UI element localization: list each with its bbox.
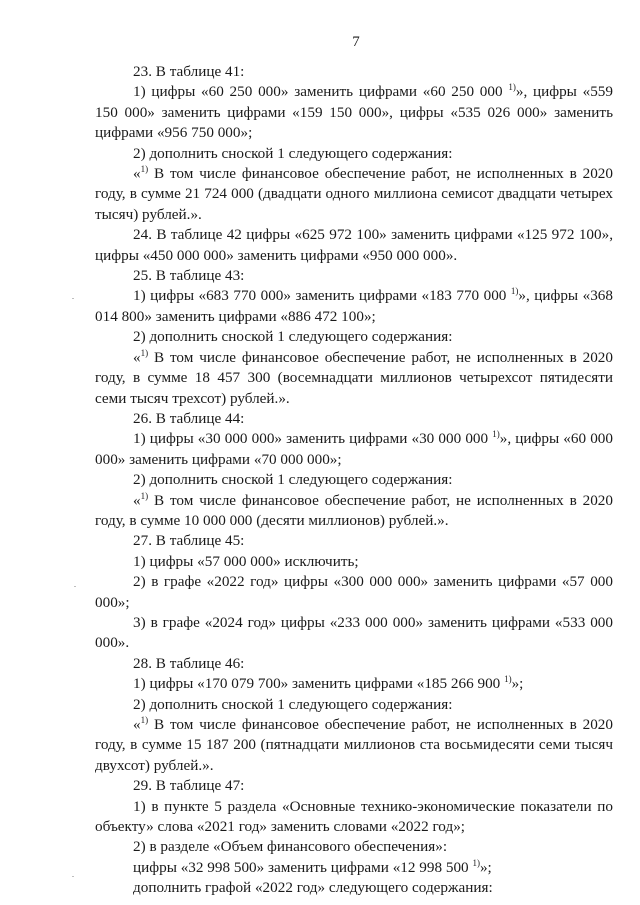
paragraph (95, 531, 613, 551)
paragraph-text: В том числе финансовое обеспечение работ, не исполненных в 2020 году, в сумме 18 457 300 (восемнадцати миллионов четырехсот пятидесяти семи тысяч трехсот) рублей.». (95, 348, 613, 407)
paragraph (95, 572, 613, 613)
paragraph-text: « (133, 165, 141, 183)
paragraph (95, 715, 613, 776)
footnote-marker: 1) (140, 163, 149, 174)
paragraph (95, 286, 613, 327)
paragraph-text: 26. В таблице 44: (133, 409, 245, 427)
paragraph (95, 62, 613, 82)
paragraph-text: 1) цифры «170 079 700» заменить цифрами «185 266 900 (133, 675, 505, 693)
margin-mark: . (74, 580, 76, 589)
footnote-marker: 1) (504, 674, 512, 685)
paragraph-text: 2) дополнить сноской 1 следующего содержания: (133, 471, 453, 489)
paragraph-text: 2) дополнить сноской 1 следующего содержания: (133, 695, 453, 713)
paragraph-text: 28. В таблице 46: (133, 654, 245, 672)
paragraph (95, 82, 613, 143)
paragraph-text: В том числе финансовое обеспечение работ, не исполненных в 2020 году, в сумме 15 187 200 (пятнадцати миллионов ста восьмидесяти семи тысяч двухсот) рублей.». (95, 716, 613, 774)
paragraph-text: 1) в пункте 5 раздела «Основные технико-экономические показатели по объекту» слова «2021 год» заменить словами «2022 год»; (95, 797, 613, 836)
footnote-marker: 1) (472, 857, 480, 868)
paragraph (95, 470, 613, 490)
paragraph-text: 1) цифры «683 770 000» заменить цифрами «183 770 000 (133, 287, 511, 305)
paragraph-text: 29. В таблице 47: (133, 777, 245, 795)
paragraph (95, 327, 613, 347)
footnote-marker: 1) (140, 490, 149, 501)
paragraph-text: », цифры «60 000 000» заменить цифрами «70 000 000»; (95, 430, 613, 468)
footnote-marker: 1) (510, 286, 519, 297)
paragraph (95, 797, 613, 838)
paragraph (95, 491, 613, 532)
paragraph-text: 1) цифры «60 250 000» заменить цифрами «60 250 000 (133, 83, 509, 101)
paragraph (95, 878, 613, 898)
paragraph (95, 858, 613, 878)
paragraph (95, 266, 613, 286)
paragraph-text: В том числе финансовое обеспечение работ, не исполненных в 2020 году, в сумме 21 724 000 (двадцати одного миллиона семисот двадцати четырех тысяч) рублей.». (95, 165, 613, 223)
paragraph-text: 1) цифры «30 000 000» заменить цифрами «30 000 000 (133, 430, 493, 448)
paragraph (95, 654, 613, 674)
paragraph-text: 24. В таблице 42 цифры «625 972 100» заменить цифрами «125 972 100», цифры «450 000 000» заменить цифрами «950 000 000». (95, 226, 613, 264)
paragraph-text: « (133, 491, 141, 509)
paragraph-text: В том числе финансовое обеспечение работ, не исполненных в 2020 году, в сумме 10 000 000 (десяти миллионов) рублей.». (95, 491, 613, 529)
paragraph-text: 1) цифры «57 000 000» исключить; (133, 552, 359, 570)
footnote-marker: 1) (492, 429, 500, 440)
paragraph-text: 27. В таблице 45: (133, 532, 245, 550)
paragraph-text: « (133, 348, 141, 366)
paragraph (95, 613, 613, 654)
footnote-marker: 1) (140, 347, 149, 358)
paragraph (95, 552, 613, 572)
paragraph (95, 429, 613, 470)
margin-mark: . (72, 870, 74, 879)
footnote-marker: 1) (140, 714, 149, 725)
paragraph-text: »; (479, 858, 492, 876)
footnote-marker: 1) (508, 82, 516, 93)
paragraph (95, 225, 613, 266)
paragraph-text: 2) в графе «2022 год» цифры «300 000 000» заменить цифрами «57 000 000»; (95, 573, 613, 611)
paragraph (95, 144, 613, 164)
paragraph-text: цифры «32 998 500» заменить цифрами «12 998 500 (133, 858, 473, 876)
paragraph (95, 837, 613, 857)
margin-mark: . (72, 292, 74, 301)
paragraph (95, 164, 613, 225)
paragraph (95, 674, 613, 694)
paragraph-text: »; (511, 675, 524, 693)
paragraph-text: 25. В таблице 43: (133, 267, 245, 285)
paragraph-text: », цифры «559 150 000» заменить цифрами «159 150 000», цифры «535 026 000» заменить цифрами «956 750 000»; (95, 83, 613, 142)
paragraph (95, 695, 613, 715)
paragraph-text: 3) в графе «2024 год» цифры «233 000 000» заменить цифрами «533 000 000». (95, 613, 613, 652)
paragraph-text: 2) дополнить сноской 1 следующего содержания: (133, 328, 453, 346)
paragraph (95, 776, 613, 796)
paragraph-text: « (133, 716, 141, 733)
page-number: 7 (352, 34, 360, 50)
paragraph-text: », цифры «368 014 800» заменить цифрами «886 472 100»; (95, 287, 613, 325)
paragraph (95, 409, 613, 429)
document-body (95, 62, 613, 899)
paragraph-text: 23. В таблице 41: (133, 63, 245, 80)
paragraph-text: 2) в разделе «Объем финансового обеспечения»: (133, 838, 448, 856)
paragraph-text: 2) дополнить сноской 1 следующего содержания: (133, 144, 453, 162)
paragraph-text: дополнить графой «2022 год» следующего содержания: (133, 879, 493, 897)
paragraph (95, 348, 613, 409)
